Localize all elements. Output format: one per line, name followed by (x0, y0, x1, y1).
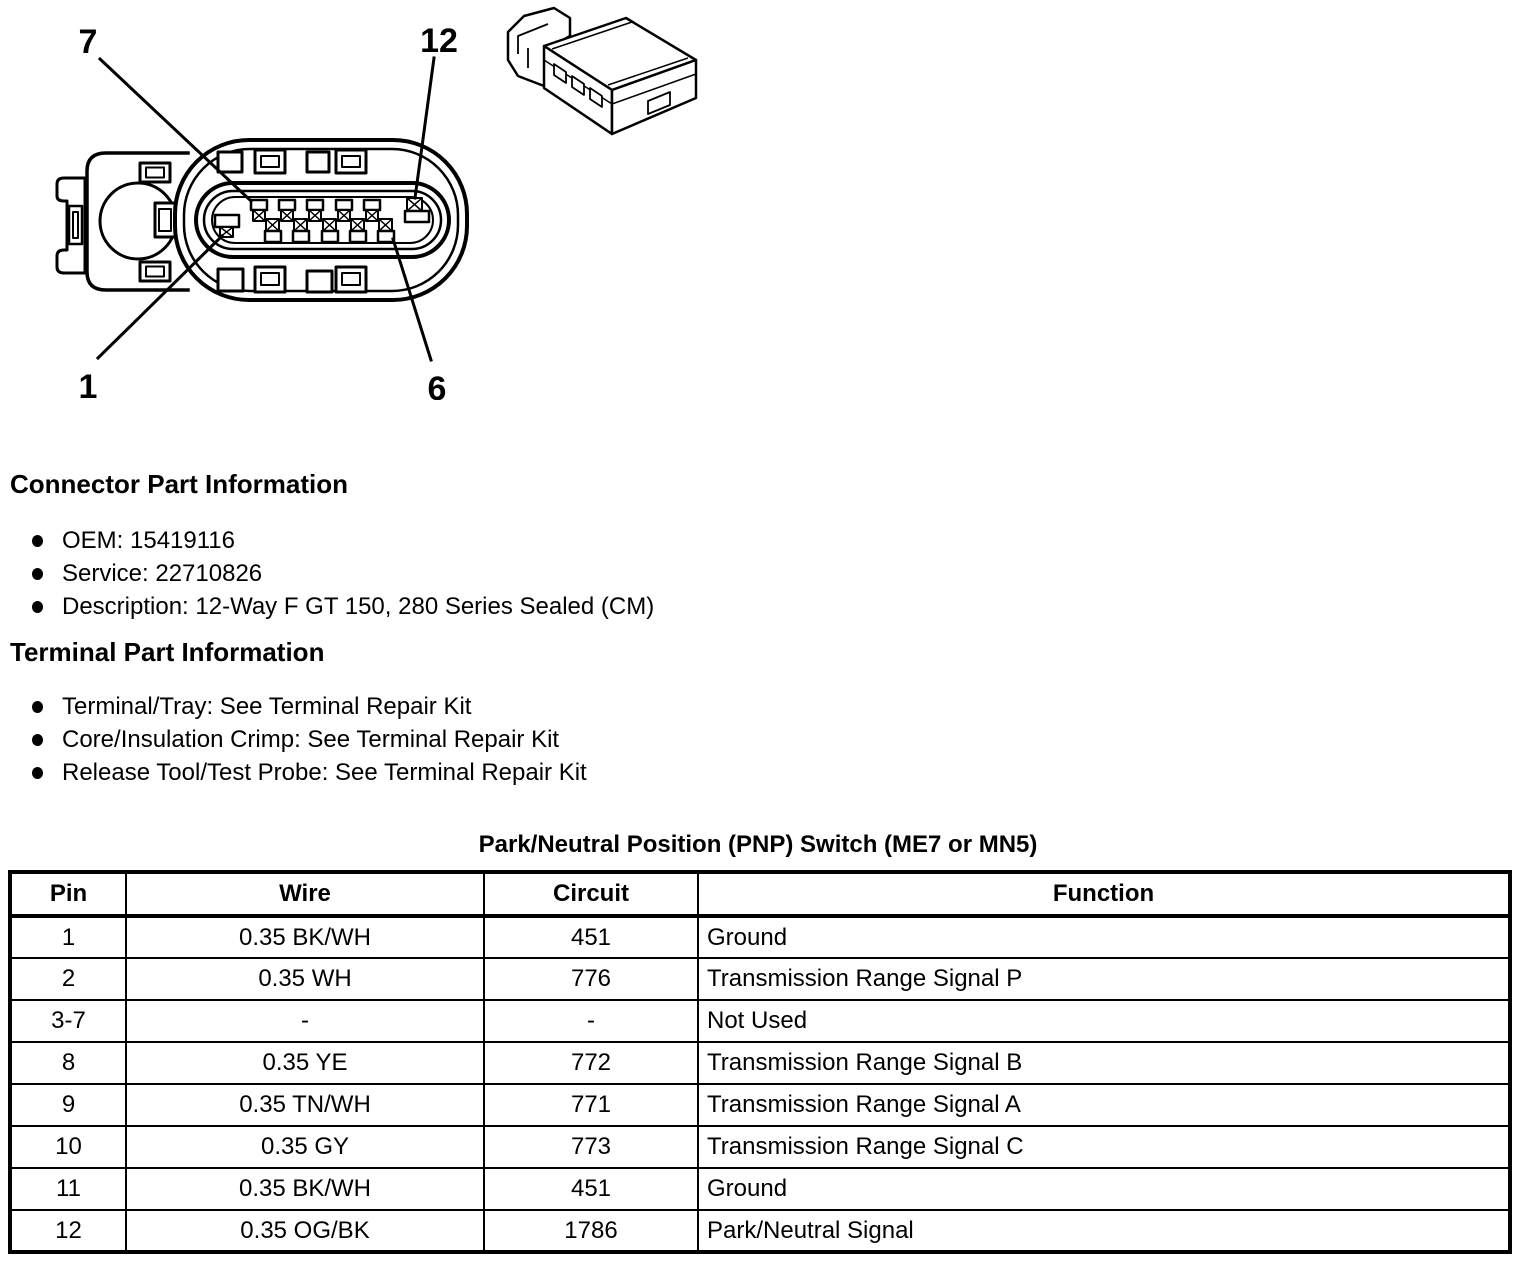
pin-cell: 1 (10, 916, 126, 958)
bullet-icon (32, 568, 43, 580)
table-header-row (10, 872, 1510, 916)
wire-cell: 0.35 OG/BK (126, 1210, 484, 1252)
list-item-text: Service: 22710826 (62, 560, 263, 587)
wire-cell: 0.35 BK/WH (126, 916, 484, 958)
wire-cell: 0.35 YE (126, 1042, 484, 1084)
connector-iso-view (498, 2, 703, 165)
connector-part-heading: Connector Part Information (10, 469, 349, 499)
pin-cell: 9 (10, 1084, 126, 1126)
callout-label-12: 12 (420, 22, 458, 60)
list-item-text: Description: 12-Way F GT 150, 280 Series Sealed (CM) (62, 593, 655, 620)
bullet-icon (32, 701, 43, 713)
list-item (32, 595, 654, 619)
wire-cell: 0.35 TN/WH (126, 1084, 484, 1126)
function-cell: Transmission Range Signal C (698, 1126, 1510, 1168)
circuit-cell: - (484, 1000, 698, 1042)
pin-cell: 2 (10, 958, 126, 1000)
pin-cell: 12 (10, 1210, 126, 1252)
wire-cell: - (126, 1000, 484, 1042)
table-row (10, 1084, 1510, 1126)
pin-cell: 11 (10, 1168, 126, 1210)
table-row (10, 1168, 1510, 1210)
pin-cell: 10 (10, 1126, 126, 1168)
function-cell: Park/Neutral Signal (698, 1210, 1510, 1252)
circuit-cell: 451 (484, 1168, 698, 1210)
list-item (32, 529, 654, 553)
pin-cell: 8 (10, 1042, 126, 1084)
list-item (32, 562, 654, 586)
function-cell: Transmission Range Signal B (698, 1042, 1510, 1084)
list-item-text: Release Tool/Test Probe: See Terminal Repair Kit (62, 759, 587, 786)
function-cell: Transmission Range Signal P (698, 958, 1510, 1000)
circuit-cell: 773 (484, 1126, 698, 1168)
table-row (10, 958, 1510, 1000)
circuit-cell: 772 (484, 1042, 698, 1084)
column-header-pin: Pin (10, 872, 126, 916)
callout-label-7: 7 (78, 23, 98, 61)
table-row (10, 1042, 1510, 1084)
column-header-function: Function (698, 872, 1510, 916)
callout-label-1: 1 (78, 368, 98, 400)
connector-part-list (32, 529, 654, 628)
list-item (32, 761, 587, 785)
bullet-icon (32, 734, 43, 746)
table-row (10, 1000, 1510, 1042)
pinout-table (8, 870, 1512, 1254)
terminal-part-heading: Terminal Part Information (10, 637, 325, 667)
terminal-part-list (32, 695, 587, 794)
table-row (10, 1210, 1510, 1252)
function-cell: Transmission Range Signal A (698, 1084, 1510, 1126)
callout-label-6: 6 (427, 370, 447, 400)
list-item-text: Terminal/Tray: See Terminal Repair Kit (62, 693, 472, 720)
connector-face-diagram (40, 15, 490, 400)
function-cell: Ground (698, 916, 1510, 958)
wire-cell: 0.35 GY (126, 1126, 484, 1168)
bullet-icon (32, 601, 43, 613)
bullet-icon (32, 767, 43, 779)
table-row (10, 1126, 1510, 1168)
bullet-icon (32, 535, 43, 547)
list-item-text: OEM: 15419116 (62, 527, 236, 554)
column-header-circuit: Circuit (484, 872, 698, 916)
function-cell: Ground (698, 1168, 1510, 1210)
circuit-cell: 776 (484, 958, 698, 1000)
wire-cell: 0.35 WH (126, 958, 484, 1000)
circuit-cell: 771 (484, 1084, 698, 1126)
list-item-text: Core/Insulation Crimp: See Terminal Repair Kit (62, 726, 560, 753)
pin-cell: 3-7 (10, 1000, 126, 1042)
list-item (32, 695, 587, 719)
table-row (10, 916, 1510, 958)
column-header-wire: Wire (126, 872, 484, 916)
list-item (32, 728, 587, 752)
circuit-cell: 1786 (484, 1210, 698, 1252)
function-cell: Not Used (698, 1000, 1510, 1042)
wire-cell: 0.35 BK/WH (126, 1168, 484, 1210)
table-title: Park/Neutral Position (PNP) Switch (ME7 or MN5) (478, 831, 1038, 858)
circuit-cell: 451 (484, 916, 698, 958)
